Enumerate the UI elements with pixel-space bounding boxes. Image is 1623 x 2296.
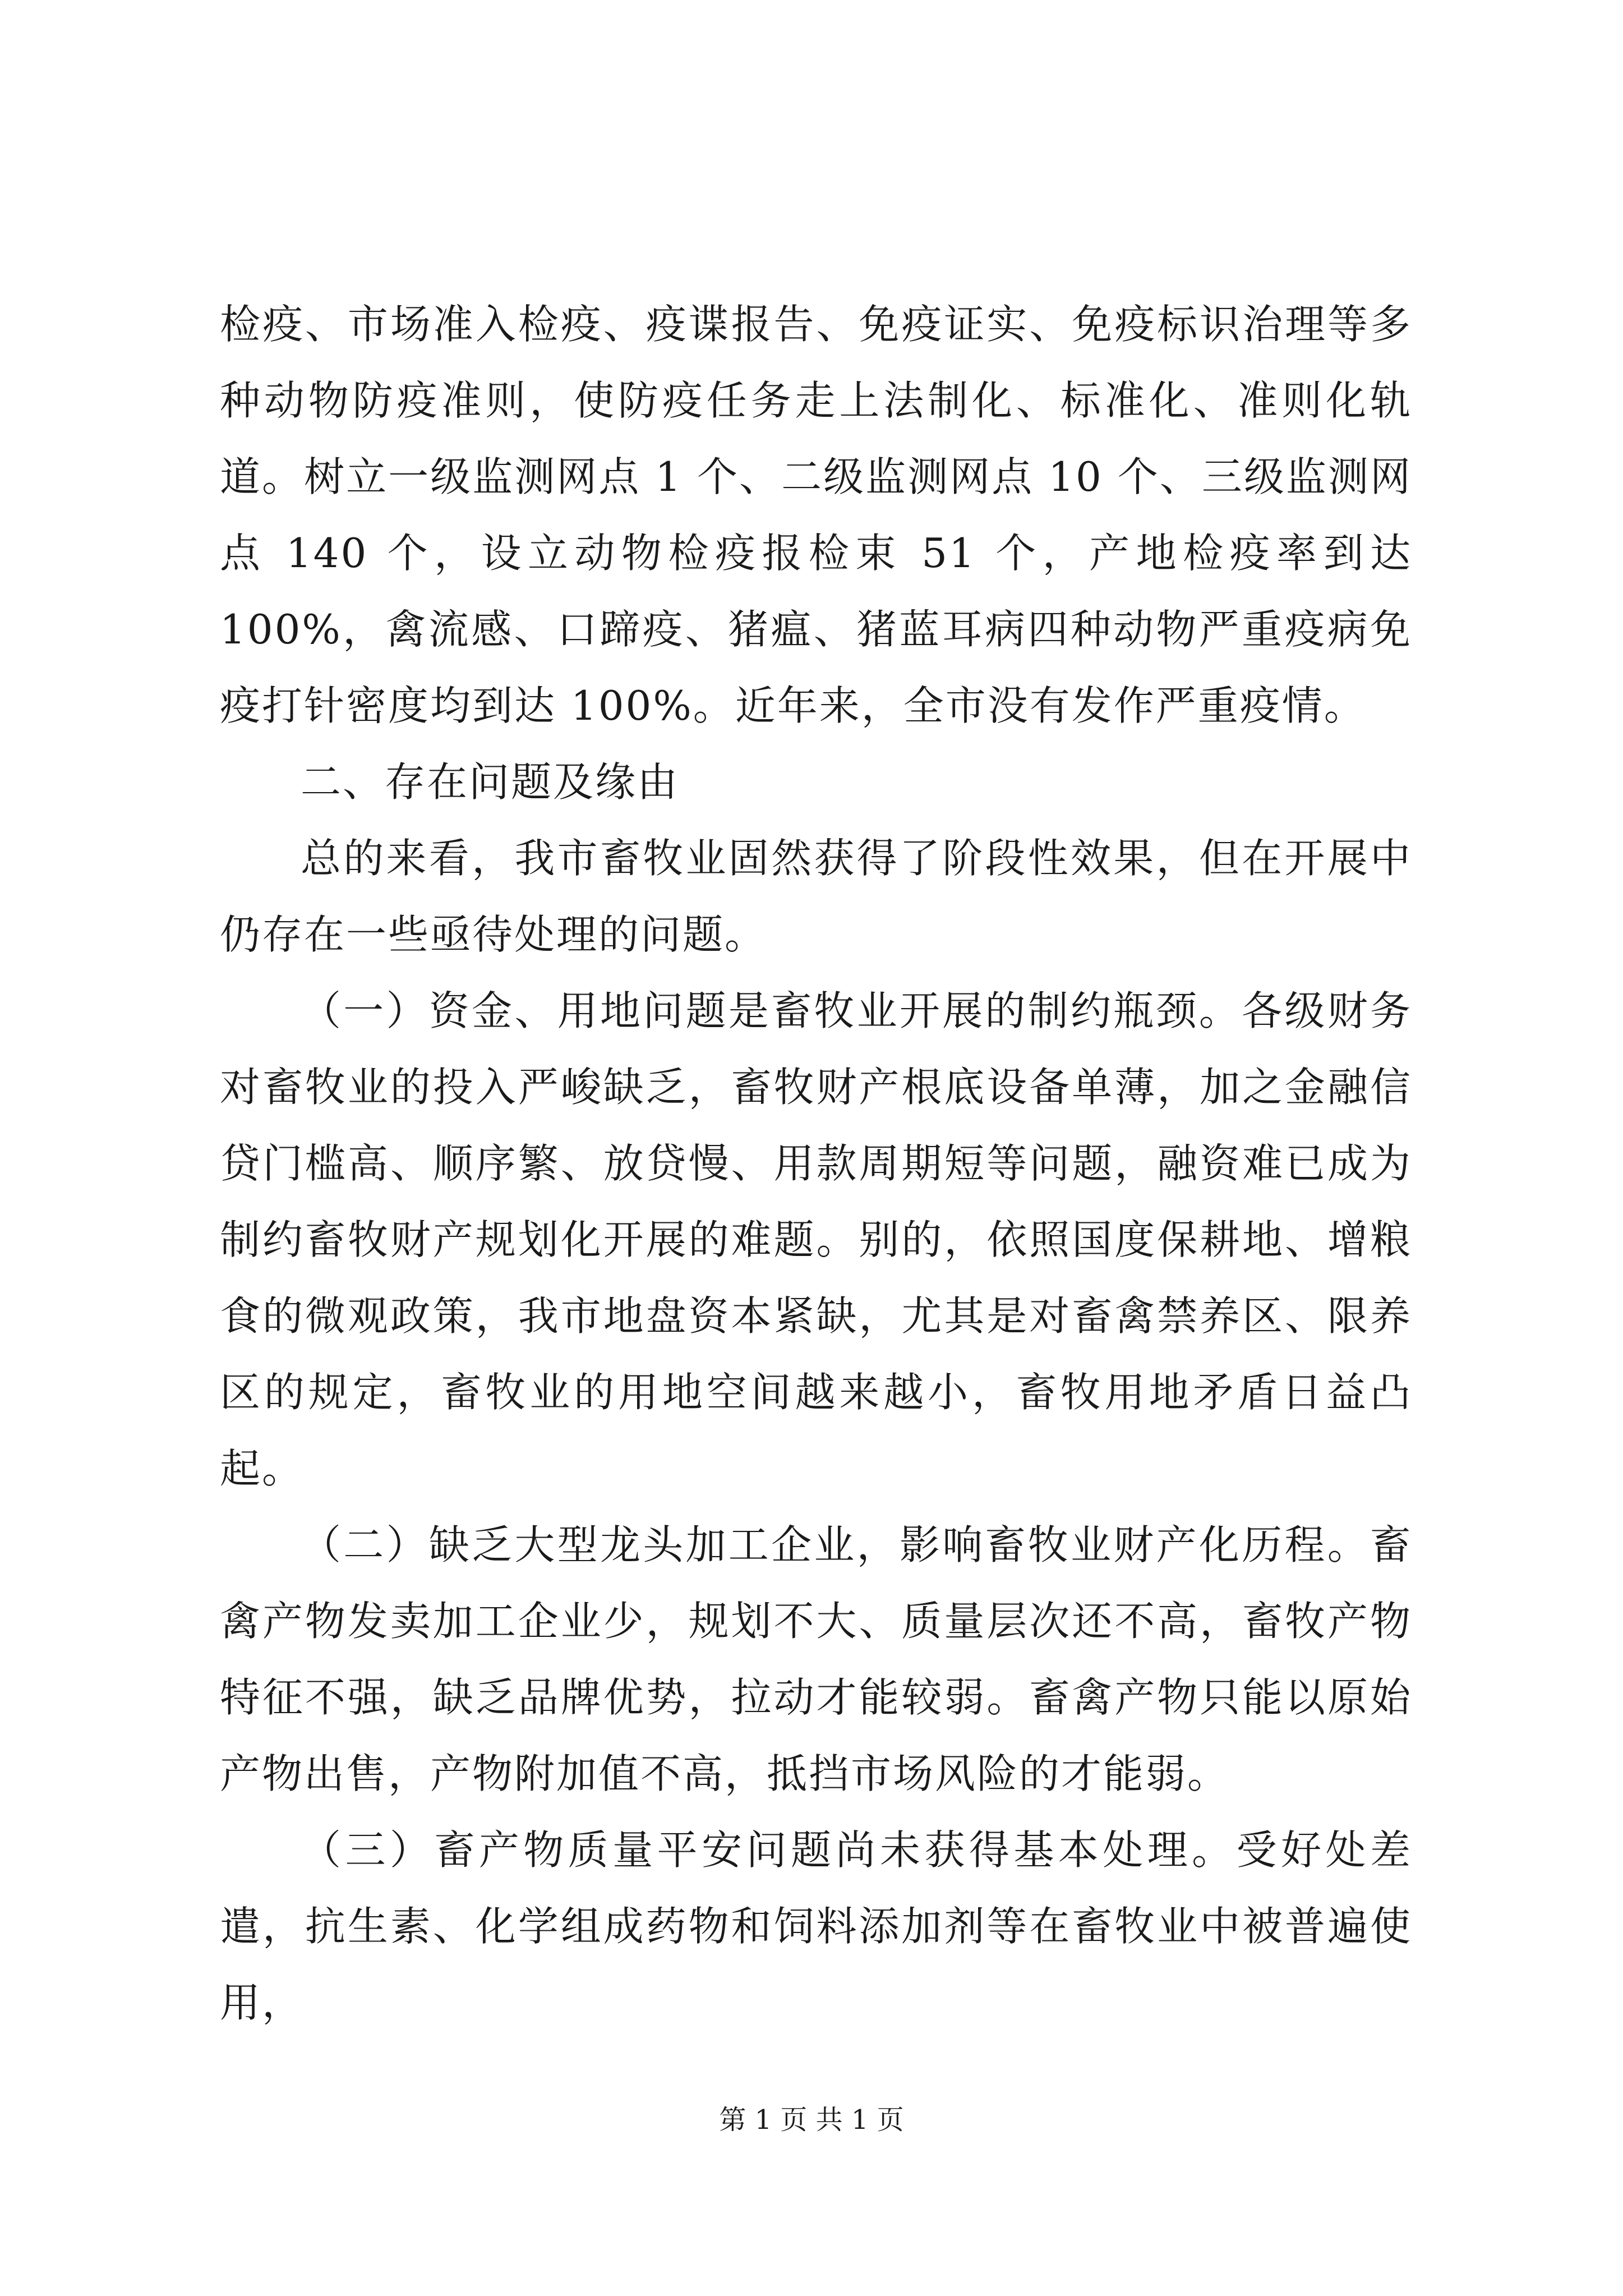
- paragraph-overview: 总的来看，我市畜牧业固然获得了阶段性效果，但在开展中仍存在一些亟待处理的问题。: [220, 835, 1412, 958]
- paragraph-funding-land: （一）资金、用地问题是畜牧业开展的制约瓶颈。各级财务对畜牧业的投入严峻缺乏，畜牧财产根底设备单薄，加之金融信贷门槛高、顺序繁、放贷慢、用款周期短等问题，融资难已成为制约畜牧财产规划化开展的难题。别的，依照国度保耕地、增粮食的微观政策，我市地盘资本紧缺，尤其是对畜禽禁养区、限养区的规定，畜牧业的用地空间越来越小，畜牧用地矛盾日益凸起。: [220, 987, 1412, 1492]
- paragraph-processing-enterprises: （二）缺乏大型龙头加工企业，影响畜牧业财产化历程。畜禽产物发卖加工企业少，规划不大、质量层次还不高，畜牧产物特征不强，缺乏品牌优势，拉动才能较弱。畜禽产物只能以原始产物出售，产物附加值不高，抵挡市场风险的才能弱。: [220, 1521, 1412, 1797]
- document-body: [220, 286, 1412, 2041]
- paragraph-epidemic-prevention: 检疫、市场准入检疫、疫谍报告、免疫证实、免疫标识治理等多种动物防疫准则，使防疫任务走上法制化、标准化、准则化轨道。树立一级监测网点 1 个、二级监测网点 10 个、三级监测网点 140 个，设立动物检疫报检束 51 个，产地检疫率到达 100%，禽流感、口蹄疫、猪瘟、猪蓝耳病四种动物严重疫病免疫打针密度均到达 100%。近年来，全市没有发作严重疫情。: [220, 301, 1412, 729]
- section-heading-problems: 二、存在问题及缘由: [301, 758, 680, 806]
- paragraph-quality-safety: （三）畜产物质量平安问题尚未获得基本处理。受好处差遣，抗生素、化学组成药物和饲料添加剂等在畜牧业中被普遍使用，: [220, 1826, 1412, 2026]
- page-footer: 第 1 页 共 1 页: [719, 2104, 904, 2136]
